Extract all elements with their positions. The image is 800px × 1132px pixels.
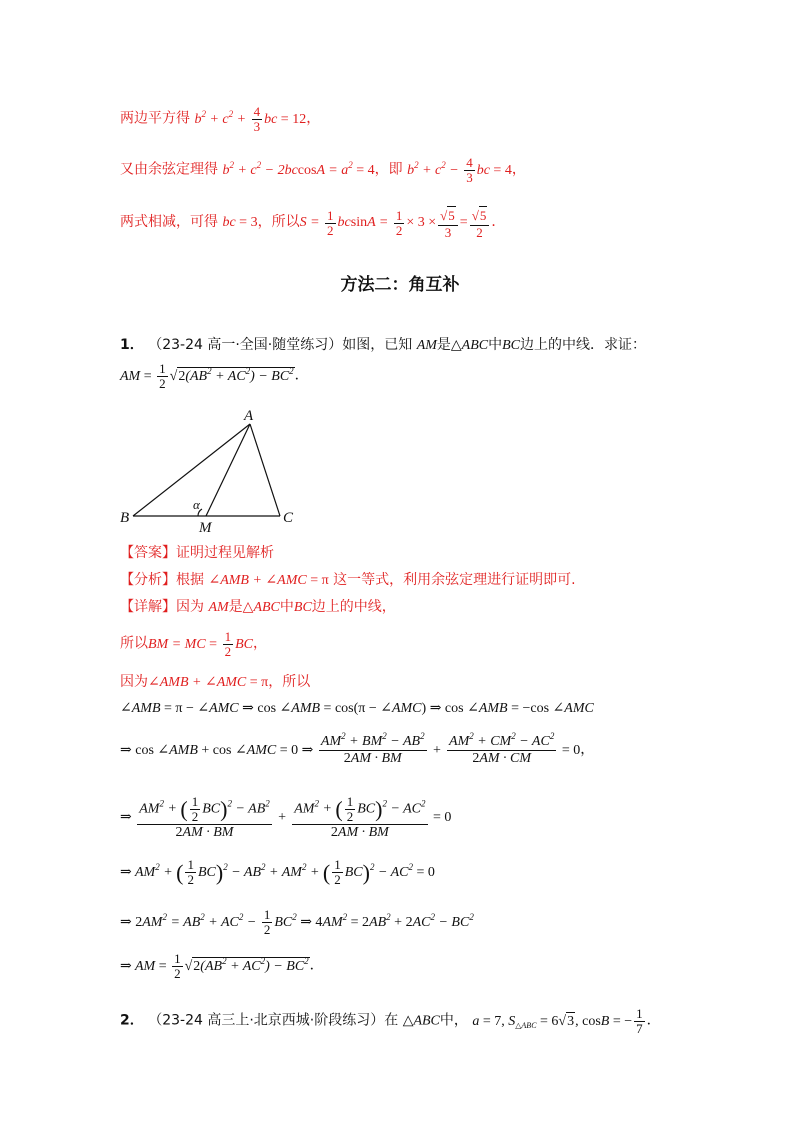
q1-detail: 【详解】因为 AM是△ABC中BC边上的中线，	[120, 599, 396, 615]
q1-answer: 【答案】证明过程见解析	[120, 545, 274, 561]
text-square: 两边平方得	[120, 110, 190, 127]
derivation-step-4: ⇒ $AM^2$ + ( $\frac{1}{2}$ $BC)^2 - AB^2 + AM^2$ + ( $\frac{1}{2}$ $BC)^2 - AC^2 = 0$	[120, 857, 435, 887]
q1-angle-sum: 因为∠AMB + ∠AMC = π，所以	[120, 674, 311, 690]
formula-bc: bc = 3	[222, 215, 258, 231]
section-heading: 方法二：角互补	[340, 275, 460, 295]
q2-source: （23-24 高三上·北京西城·阶段练习）	[148, 1012, 385, 1029]
q1-goal-formula: AM = $\frac{1}{2}$ $√2(AB^2 + AC^2) - BC^2$．	[120, 361, 309, 391]
derivation-step-3: ⇒ $AM^2$ + ( $\frac{1}{2}$ $BC)^2 - AB^2$ 2AM · BM + $AM^2$ + ( $\frac{1}{2}$ $BC)^2 - AC^2$ 2AM · BM = 0	[120, 794, 452, 840]
q1-statement: 1． （23-24 高一·全国·随堂练习）如图，已知 AM是△ABC中BC边上的中线．求证：	[120, 337, 647, 353]
derivation-step-6: ⇒ AM = $\frac{1}{2}$ $√2(AB^2 + AC^2) - BC^2$．	[120, 951, 324, 981]
label-b: B	[120, 510, 130, 526]
derivation-step-1: ∠AMB = π − ∠AMC ⇒ cos ∠AMB = cos(π − ∠AMC) ⇒ cos ∠AMB = −cos ∠AMC	[120, 701, 594, 716]
formula-3: $b^2 + c^2$ − $\frac{4}{3}$ bc = 4	[407, 155, 512, 185]
formula-area: S = $\frac{1}{2}$ bcsinA = $\frac{1}{2}$ × 3 × $\frac{√5}{3}$ = $\frac{√5}{2}$	[300, 215, 492, 230]
text-subtract: 两式相减，可得	[120, 214, 218, 231]
q2-statement: 2． （23-24 高三上·北京西城·阶段练习）在 △ABC中， a = 7, $S_{\triangle ABC} = 6√3$, cosB = − $\frac{1}{7}$ ．	[120, 1006, 661, 1036]
line-law-of-cosines: 又由余弦定理得 $b^2 + c^2 - 2bccosA = a^2 = 4$，即 $b^2 + c^2$ − $\frac{4}{3}$ bc = 4，	[120, 155, 526, 185]
formula-2: $b^2 + c^2 - 2bccosA = a^2 = 4$	[222, 159, 375, 178]
q1-bm-mc: 所以BM = MC = $\frac{1}{2}$ BC，	[120, 629, 267, 659]
line-square-both-sides: 两边平方得 $b^2 + c^2$ + $\frac{4}{3}$ bc = 12，	[120, 104, 321, 134]
derivation-step-2: ⇒ cos ∠AMB + cos ∠AMC = 0 ⇒ $\frac{AM^2 + BM^2 - AB^2}{2AM \cdot BM}$ + $\frac{AM^2 + CM^2 - AC^2}{2AM \cdot CM}$ = 0，	[120, 731, 595, 766]
q1-analysis: 【分析】根据 ∠AMB + ∠AMC = π 这一等式，利用余弦定理进行证明即可.	[120, 572, 576, 588]
line-subtract: 两式相减，可得 bc = 3，所以S = $\frac{1}{2}$ bcsinA = $\frac{1}{2}$ × 3 × $\frac{√5}{3}$ = $\frac{√5}{2}$ ．	[120, 207, 506, 240]
segment-ac	[250, 424, 280, 516]
label-m: M	[199, 520, 212, 536]
label-alpha: α	[193, 497, 200, 512]
segment-am	[206, 424, 250, 516]
triangle-figure	[0, 400, 800, 540]
segment-ab	[133, 424, 250, 516]
label-c: C	[283, 510, 294, 526]
q2-number: 2．	[120, 1012, 144, 1029]
q1-source: （23-24 高一·全国·随堂练习）	[148, 337, 343, 353]
label-a: A	[244, 408, 254, 424]
q1-number: 1．	[120, 337, 144, 353]
formula-1: $b^2 + c^2$ + $\frac{4}{3}$ bc = 12	[194, 104, 307, 134]
derivation-step-5: ⇒ $2AM^2 = AB^2 + AC^2$ − $\frac{1}{2}$ $BC^2$ ⇒ $4AM^2 = 2AB^2 + 2AC^2 - BC^2$	[120, 907, 474, 937]
text-cosine-law: 又由余弦定理得	[120, 161, 218, 178]
